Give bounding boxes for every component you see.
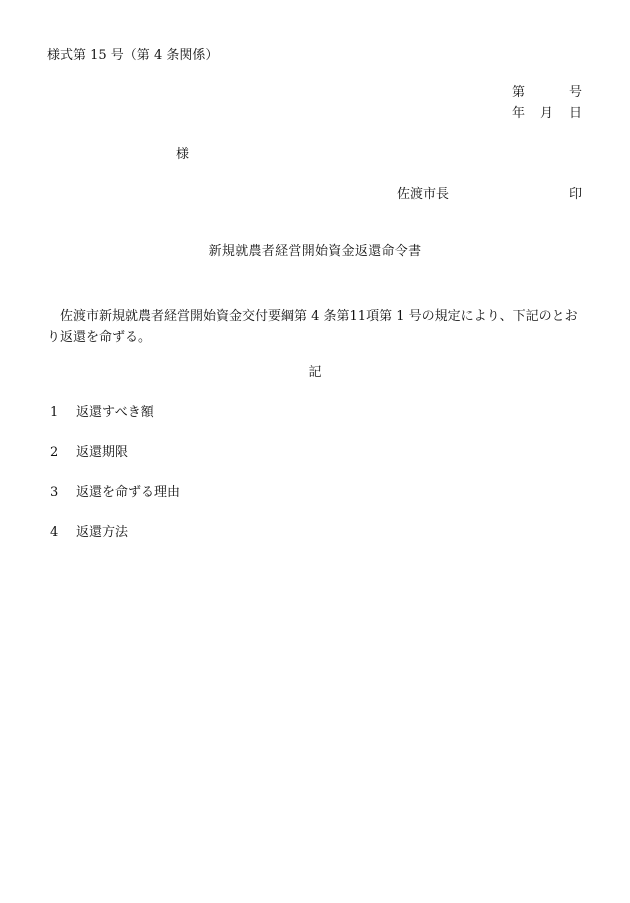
item-number: 4 (50, 525, 59, 540)
ki-heading: 記 (308, 365, 322, 380)
item-label: 返還方法 (76, 525, 129, 540)
date-day-label: 日 (569, 106, 583, 121)
list-item (50, 526, 128, 539)
issuer-name: 佐渡市長 (397, 187, 450, 202)
list-item (50, 486, 180, 499)
document-number-prefix: 第 (512, 85, 526, 100)
item-number: 2 (50, 445, 59, 460)
item-label: 返還すべき額 (76, 405, 154, 420)
seal-mark: 印 (569, 187, 583, 202)
addressee-honorific: 様 (176, 147, 190, 162)
item-number: 3 (50, 485, 59, 500)
list-item (50, 406, 154, 419)
document-title: 新規就農者経営開始資金返還命令書 (208, 244, 422, 259)
item-label: 返還を命ずる理由 (76, 485, 181, 500)
document-number-suffix: 号 (569, 85, 583, 100)
item-label: 返還期限 (76, 445, 129, 460)
list-item (50, 446, 128, 459)
date-month-label: 月 (540, 106, 554, 121)
date-year-label: 年 (512, 106, 526, 121)
body-paragraph: 佐渡市新規就農者経営開始資金交付要綱第 4 条第11項第 1 号の規定により、下記のとおり返還を命ずる。 (47, 309, 578, 345)
form-number-label: 様式第 15 号（第 4 条関係） (47, 48, 219, 63)
item-number: 1 (50, 405, 59, 420)
